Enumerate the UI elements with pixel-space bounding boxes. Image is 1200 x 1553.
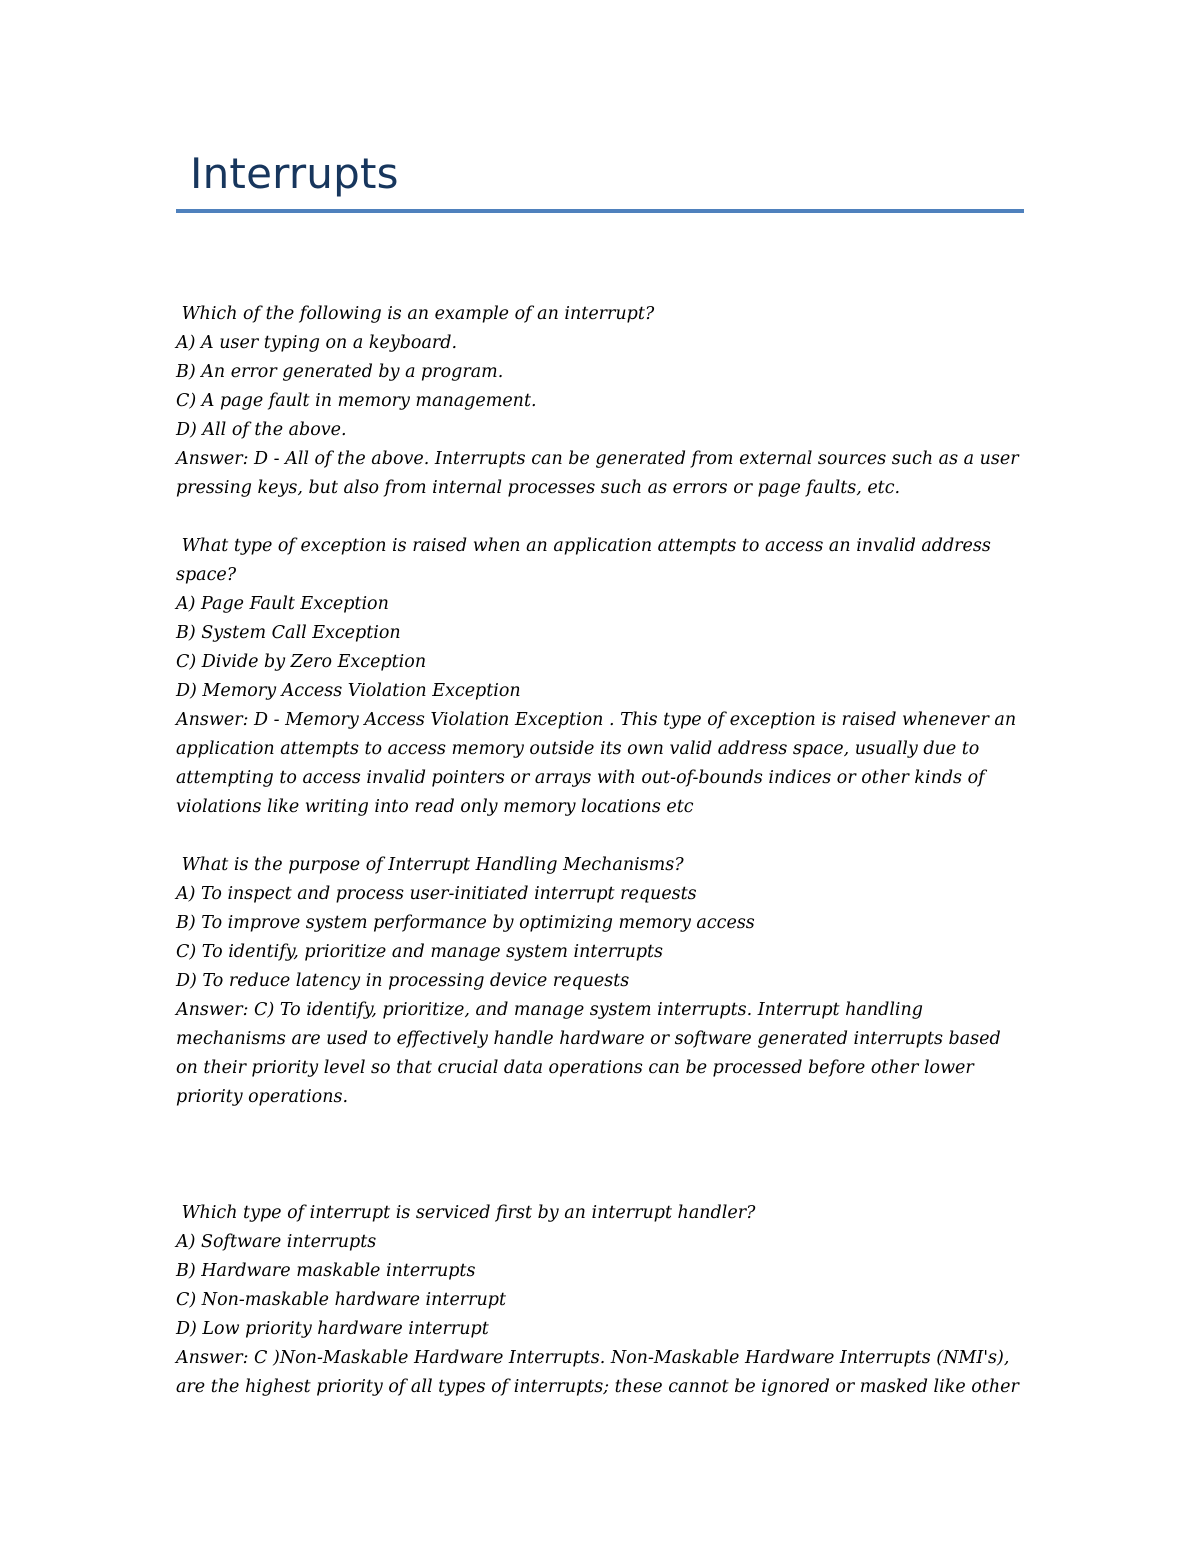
option-d: D) Memory Access Violation Exception	[176, 681, 521, 701]
option-b: B) System Call Exception	[176, 623, 401, 643]
option-d: D) To reduce latency in processing device requests	[176, 971, 630, 991]
answer-line: Answer: C )Non-Maskable Hardware Interrupts. Non-Maskable Hardware Interrupts (NMI's),	[176, 1348, 1010, 1368]
answer-line: application attempts to access memory outside its own valid address space, usually due to	[176, 739, 980, 759]
option-b: B) Hardware maskable interrupts	[176, 1261, 476, 1281]
option-c: C) Divide by Zero Exception	[176, 652, 427, 672]
answer-line: Answer: C) To identify, prioritize, and manage system interrupts. Interrupt handling	[176, 1000, 923, 1020]
page-title: Interrupts	[190, 149, 399, 198]
answer-line: attempting to access invalid pointers or arrays with out-of-bounds indices or other kinds of	[176, 768, 985, 788]
answer-line: Answer: D - All of the above. Interrupts can be generated from external sources such as a user	[176, 449, 1019, 469]
paragraph-spacer	[176, 822, 1026, 851]
question-text: Which type of interrupt is serviced first by an interrupt handler?	[176, 1203, 756, 1223]
title-underline	[176, 209, 1024, 213]
document-body	[176, 300, 1026, 1402]
option-a: A) To inspect and process user-initiated interrupt requests	[176, 884, 697, 904]
answer-line: mechanisms are used to effectively handle hardware or software generated interrupts based	[176, 1029, 1001, 1049]
paragraph-spacer	[176, 1112, 1026, 1141]
question-block-1	[176, 300, 1026, 503]
answer-line: Answer: D - Memory Access Violation Exception . This type of exception is raised whenever an	[176, 710, 1017, 730]
option-a: A) Software interrupts	[176, 1232, 377, 1252]
question-text: What is the purpose of Interrupt Handling Mechanisms?	[176, 855, 684, 875]
paragraph-spacer	[176, 503, 1026, 532]
option-b: B) To improve system performance by optimizing memory access	[176, 913, 755, 933]
answer-line: pressing keys, but also from internal processes such as errors or page faults, etc.	[176, 478, 901, 498]
paragraph-spacer	[176, 1141, 1026, 1170]
option-a: A) A user typing on a keyboard.	[176, 333, 458, 353]
question-block-2	[176, 532, 1026, 822]
answer-line: on their priority level so that crucial data operations can be processed before other lower	[176, 1058, 974, 1078]
option-d: D) All of the above.	[176, 420, 347, 440]
question-text: space?	[176, 565, 237, 585]
question-text: Which of the following is an example of an interrupt?	[176, 304, 655, 324]
answer-line: are the highest priority of all types of interrupts; these cannot be ignored or masked like other	[176, 1377, 1019, 1397]
question-block-4	[176, 1199, 1026, 1402]
option-c: C) A page fault in memory management.	[176, 391, 537, 411]
paragraph-spacer	[176, 1170, 1026, 1199]
question-text: What type of exception is raised when an application attempts to access an invalid address	[176, 536, 991, 556]
question-block-3	[176, 851, 1026, 1112]
option-c: C) To identify, prioritize and manage system interrupts	[176, 942, 664, 962]
answer-line: priority operations.	[176, 1087, 349, 1107]
option-c: C) Non-maskable hardware interrupt	[176, 1290, 507, 1310]
option-a: A) Page Fault Exception	[176, 594, 389, 614]
option-b: B) An error generated by a program.	[176, 362, 504, 382]
answer-line: violations like writing into read only memory locations etc	[176, 797, 694, 817]
option-d: D) Low priority hardware interrupt	[176, 1319, 489, 1339]
